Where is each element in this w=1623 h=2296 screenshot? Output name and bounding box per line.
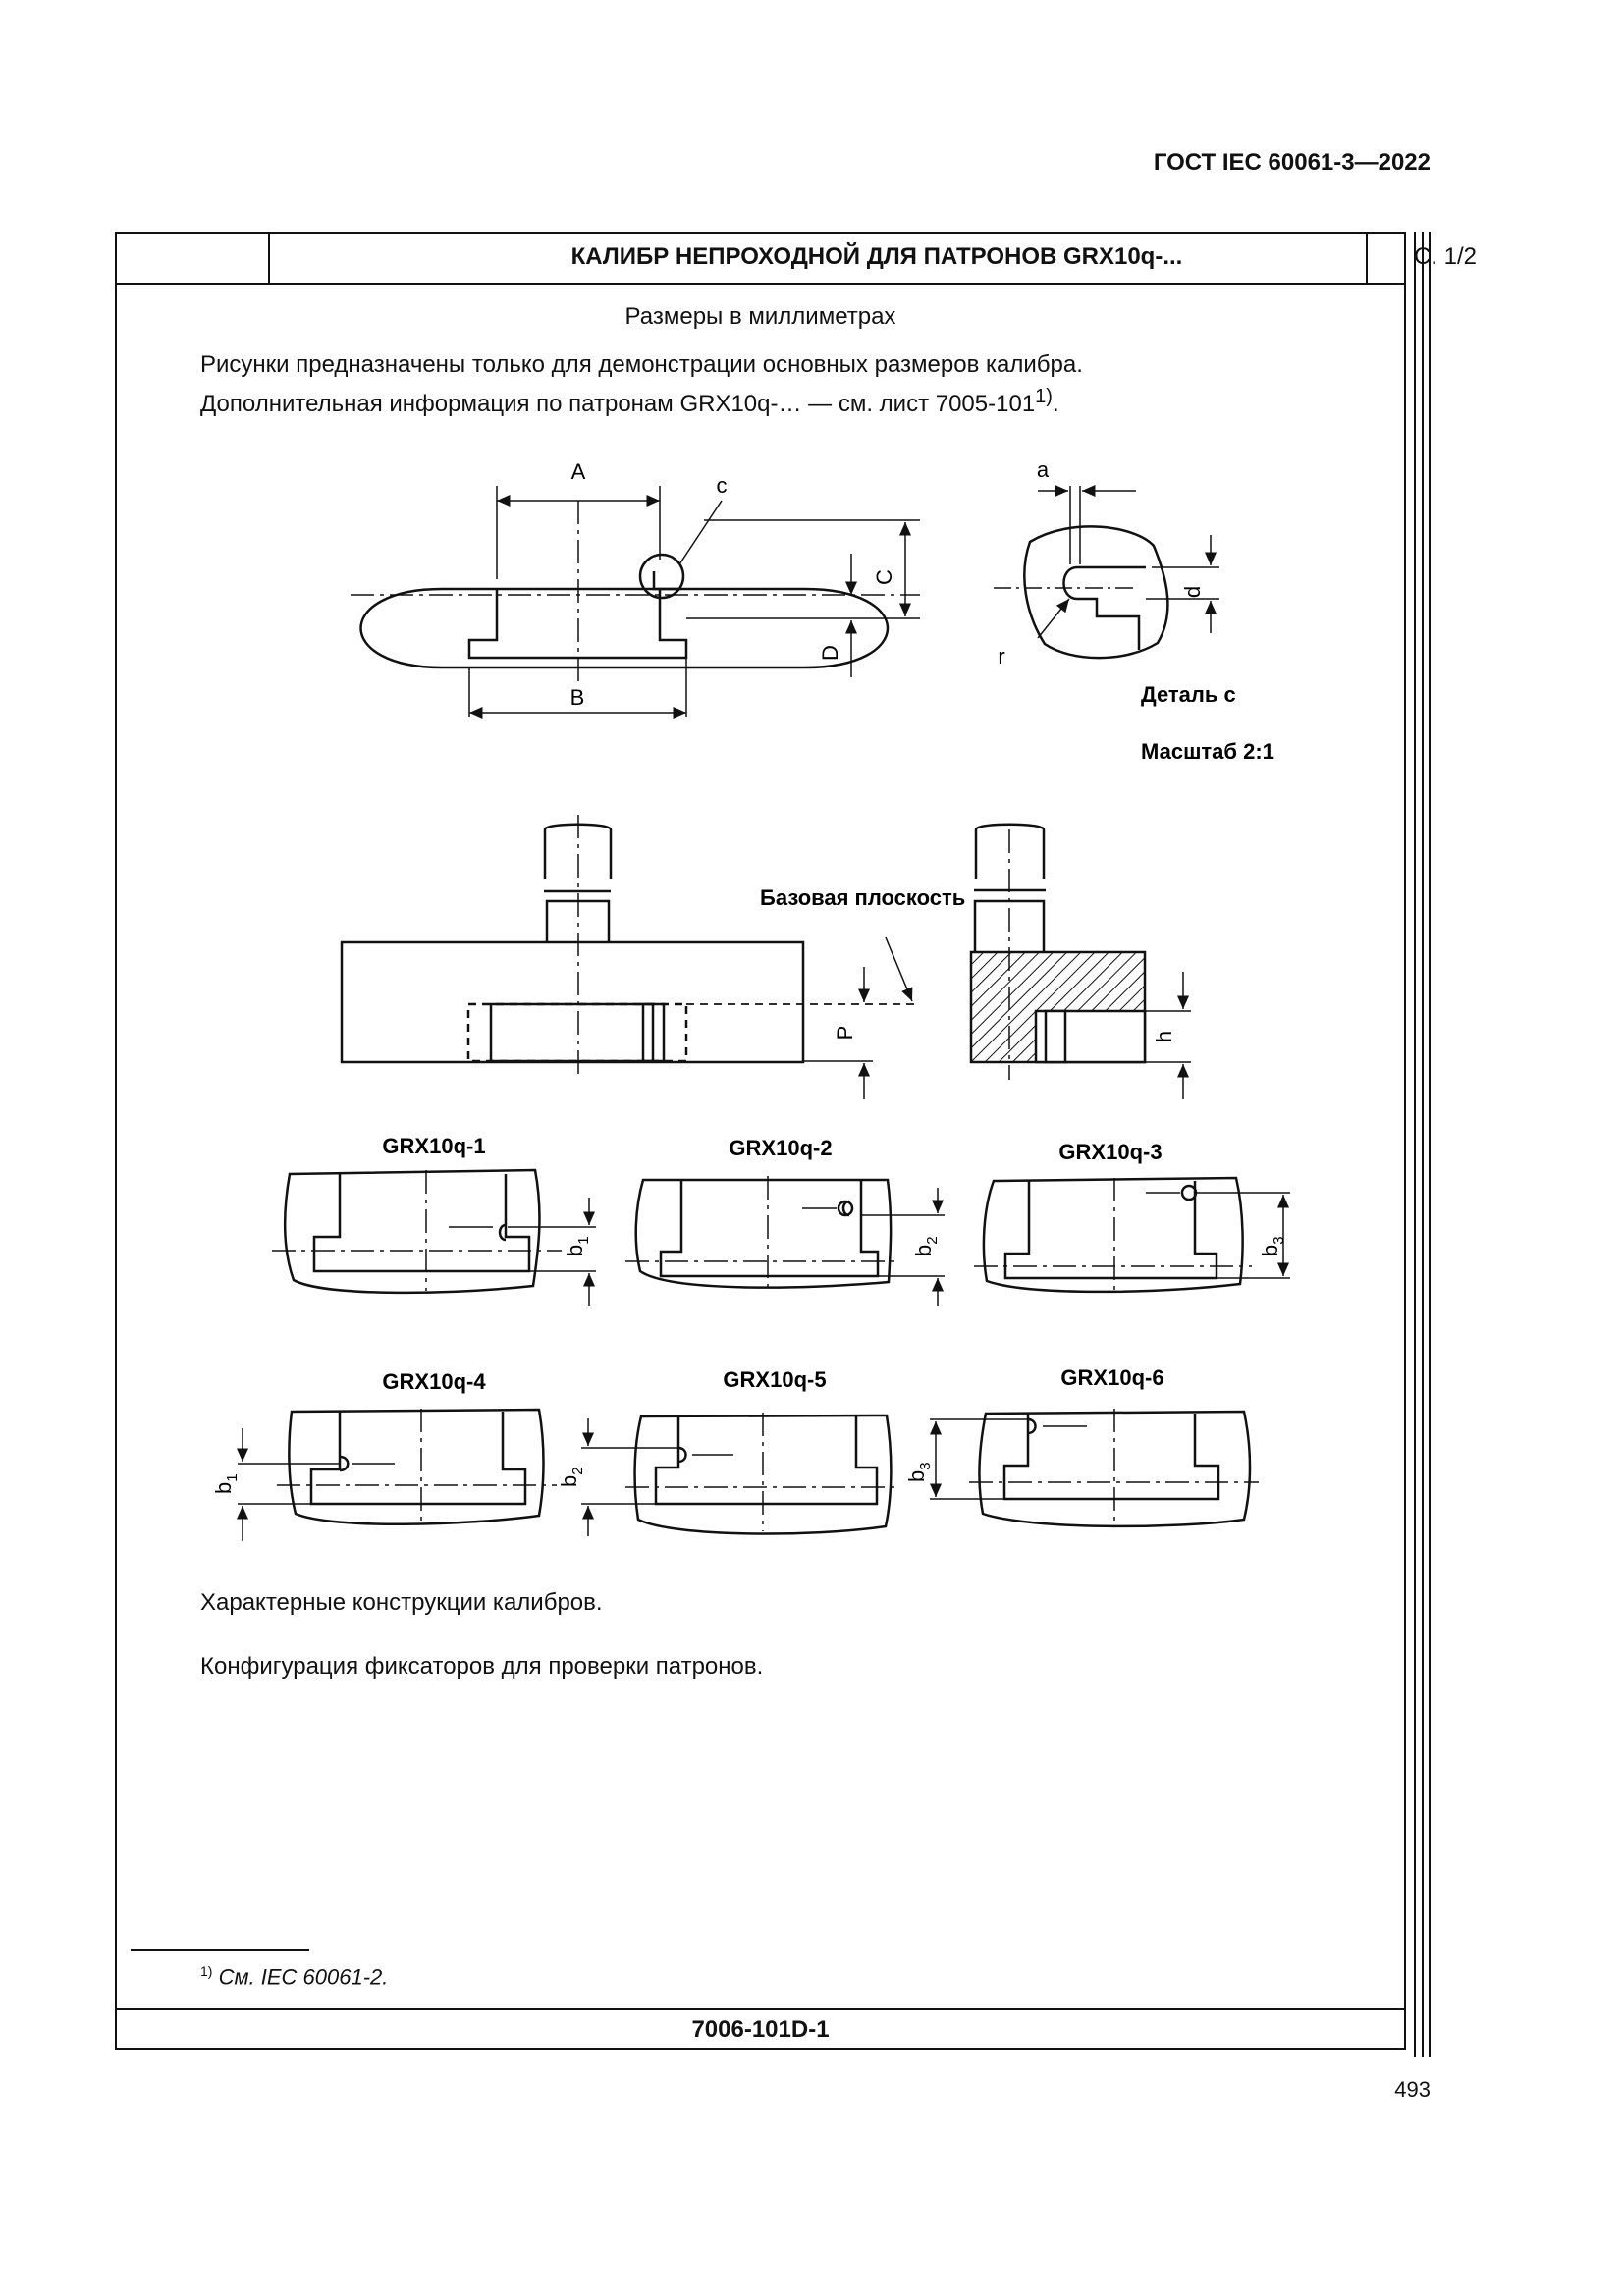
variant-dim-letter: b	[904, 1469, 929, 1482]
variant-dim-1	[563, 1236, 592, 1256]
document-code: ГОСТ IEC 60061-3—2022	[1153, 149, 1431, 176]
variant-label-2: GRX10q-2	[729, 1136, 833, 1160]
variant-dim-sub: 1	[224, 1473, 241, 1482]
detail-title: Деталь c	[1141, 682, 1236, 707]
gauge-drawing	[115, 432, 1406, 1590]
detail-mark-c: c	[716, 473, 728, 498]
variant-dim-letter: b	[911, 1244, 936, 1256]
variant-dim-sub: 3	[1271, 1236, 1287, 1245]
variant-grx10q-4	[238, 1409, 557, 1541]
footnote	[200, 1963, 986, 1990]
variant-grx10q-6	[930, 1409, 1259, 1526]
variant-label-1: GRX10q-1	[382, 1134, 486, 1158]
caption-line-1: Характерные конструкции калибров.	[200, 1589, 603, 1616]
variant-label-6: GRX10q-6	[1060, 1365, 1164, 1390]
variant-dim-5	[557, 1467, 586, 1487]
intro-line-2	[200, 386, 1359, 418]
dim-label-a-upper: A	[570, 459, 586, 484]
sheet-title: КАЛИБР НЕПРОХОДНОЙ ДЛЯ ПАТРОНОВ GRX10q-...	[270, 232, 1368, 283]
top-view	[351, 486, 920, 717]
variant-dim-2	[911, 1236, 941, 1256]
frame-margin-line	[1429, 232, 1431, 2057]
variant-grx10q-2	[625, 1176, 945, 1306]
variant-dim-letter: b	[1258, 1244, 1282, 1256]
dim-label-b-upper: B	[569, 685, 585, 710]
variant-dim-letter: b	[563, 1244, 587, 1256]
variant-dim-letter: b	[557, 1474, 581, 1487]
sheet-header	[115, 232, 1478, 285]
sheet-footer-code: 7006-101D-1	[115, 2008, 1406, 2050]
units-note: Размеры в миллиметрах	[624, 303, 896, 330]
variant-grx10q-5	[581, 1413, 900, 1536]
variant-dim-sub: 3	[917, 1462, 934, 1470]
variant-label-4: GRX10q-4	[382, 1369, 486, 1394]
frame-margin-line	[1414, 232, 1416, 2057]
dim-label-d-lower: d	[1180, 585, 1205, 599]
variant-dim-6	[904, 1462, 934, 1482]
reference-plane-label: Базовая плоскость	[760, 885, 966, 910]
variant-dim-sub: 2	[569, 1467, 586, 1475]
dim-label-d-upper: D	[818, 645, 842, 661]
intro-line-2-end: .	[1052, 391, 1059, 417]
variant-grx10q-3	[974, 1178, 1290, 1296]
variant-grx10q-1	[272, 1170, 596, 1306]
dim-label-a-lower: a	[1036, 457, 1050, 482]
header-empty-cell	[115, 232, 270, 283]
footnote-divider	[131, 1949, 309, 1951]
section-view	[971, 825, 1191, 1099]
dim-label-c-upper: C	[872, 569, 896, 585]
side-view	[342, 815, 915, 1099]
footnote-mark: 1)	[200, 1963, 213, 1979]
variant-dim-4	[211, 1473, 241, 1494]
frame-margin-line	[1422, 232, 1424, 2057]
dim-label-r: r	[998, 644, 1005, 668]
dim-label-p: P	[833, 1025, 857, 1041]
footnote-ref: 1)	[1035, 386, 1053, 407]
variant-label-5: GRX10q-5	[723, 1367, 827, 1392]
detail-scale: Масштаб 2:1	[1141, 739, 1274, 764]
intro-line-1: Рисунки предназначены только для демонстрации основных размеров калибра.	[200, 351, 1083, 378]
detail-view	[994, 486, 1219, 658]
sheet-number: С. 1/2	[1413, 243, 1478, 270]
page-number: 493	[1394, 2077, 1431, 2102]
footnote-text: См. IEC 60061-2.	[212, 1964, 389, 1990]
caption-line-2: Конфигурация фиксаторов для проверки патронов.	[200, 1653, 764, 1680]
variant-dim-sub: 1	[575, 1236, 592, 1245]
variant-dim-sub: 2	[924, 1236, 941, 1245]
variant-dim-letter: b	[211, 1481, 236, 1494]
variant-label-3: GRX10q-3	[1058, 1140, 1163, 1164]
intro-line-2-text: Дополнительная информация по патронам GRX10q-… — см. лист 7005-101	[200, 391, 1036, 417]
dim-label-h: h	[1152, 1030, 1176, 1043]
